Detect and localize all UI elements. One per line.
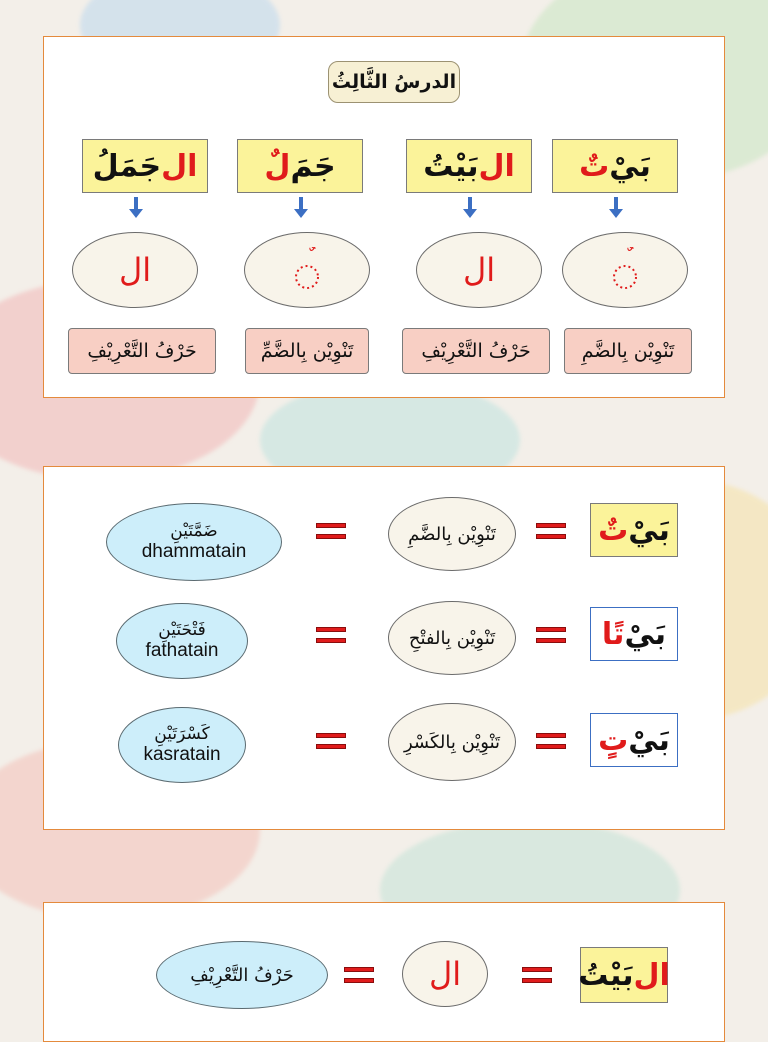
slide-lesson-three: [43, 36, 725, 398]
equals-sign-icon: [316, 733, 346, 749]
word-prefix: بَيْ: [624, 616, 667, 652]
word-box-bayt-tanwin: [552, 139, 678, 193]
down-arrow-icon: [614, 197, 618, 211]
equals-sign-icon: [344, 967, 374, 983]
word-highlight: ال: [478, 148, 515, 184]
tanwin-name-latin: kasratain: [143, 744, 221, 765]
word-prefix: بَيْ: [628, 722, 670, 758]
word-suffix: جَمَلُ: [92, 148, 162, 184]
tanwin-description-text: تَنْوِيْن بِالكَسْرِ: [403, 731, 501, 753]
label-definite-article: [402, 328, 550, 374]
word-suffix: بَيْتُ: [578, 957, 634, 993]
word-highlight: ال: [161, 148, 198, 184]
slide-definite-article: [43, 902, 725, 1042]
down-arrow-icon: [468, 197, 472, 211]
word-suffix: بَيْتُ: [423, 148, 479, 184]
tanwin-description-ellipse: [388, 601, 516, 675]
label-text: حَرْفُ التَّعْرِيْفِ: [87, 340, 197, 362]
definite-article-text: حَرْفُ التَّعْرِيْفِ: [190, 964, 294, 986]
lesson-title: [328, 61, 460, 103]
tanwin-name-ellipse: [116, 603, 248, 679]
word-box-aljamal: [82, 139, 208, 193]
tanwin-marker-ellipse: [244, 232, 370, 308]
equals-sign-icon: [522, 967, 552, 983]
slide-panel: [52, 475, 718, 821]
tanwin-description-ellipse: [388, 497, 516, 571]
tanwin-name-ellipse: [106, 503, 282, 581]
al-marker-ellipse: [72, 232, 198, 308]
word-prefix: بَيْ: [628, 512, 670, 548]
word-box-albayt: [406, 139, 532, 193]
svg-text:ٌ: [627, 247, 634, 252]
tanwin-name-arabic: كَسْرَتَيْنِ: [154, 724, 210, 744]
label-text: تَنْوِيْن بِالضَّمِّ: [260, 340, 354, 362]
equals-sign-icon: [316, 627, 346, 643]
equals-sign-icon: [316, 523, 346, 539]
tanwin-name-arabic: ضَمَّتَيْنِ: [170, 521, 218, 541]
dotted-circle-icon: [287, 247, 327, 293]
word-box-bayt-kasratain: [590, 713, 678, 767]
tanwin-name-latin: fathatain: [145, 640, 219, 661]
equals-sign-icon: [536, 733, 566, 749]
label-text: تَنْوِيْن بِالضَّمِ: [581, 340, 675, 362]
svg-text:ٌ: [309, 247, 316, 252]
word-box-bayt-fathatain: [590, 607, 678, 661]
word-highlight: تٌ: [598, 512, 629, 548]
down-arrow-icon: [134, 197, 138, 211]
label-definite-article: [68, 328, 216, 374]
word-box-albayt: [580, 947, 668, 1003]
label-tanwin-dammah: [564, 328, 692, 374]
lesson-title-text: الدرسُ الثَّالِثُ: [331, 71, 457, 93]
equals-sign-icon: [536, 523, 566, 539]
tanwin-name-ellipse: [118, 707, 246, 783]
word-prefix: جَمَ: [290, 148, 336, 184]
equals-sign-icon: [536, 627, 566, 643]
al-marker-ellipse: [416, 232, 542, 308]
word-prefix: بَيْ: [609, 148, 651, 184]
definite-article-ellipse: [156, 941, 328, 1009]
al-marker-text: ال: [428, 955, 462, 993]
down-arrow-icon: [299, 197, 303, 211]
tanwin-description-text: تَنْوِيْن بِالضَّمِ: [408, 523, 496, 545]
slide-panel: [56, 45, 712, 389]
tanwin-name-arabic: فَتْحَتَيْنِ: [158, 620, 206, 640]
al-marker-text: ال: [118, 251, 152, 289]
word-highlight: تًا: [601, 616, 625, 652]
slide-tanwin-types: [43, 466, 725, 830]
al-marker-text: ال: [462, 251, 496, 289]
word-box-bayt-dammatain: [590, 503, 678, 557]
label-tanwin-dammah: [245, 328, 369, 374]
al-marker-ellipse: [402, 941, 488, 1007]
tanwin-description-ellipse: [388, 703, 516, 781]
slide-panel: [52, 911, 718, 1035]
tanwin-marker-ellipse: [562, 232, 688, 308]
label-text: حَرْفُ التَّعْرِيْفِ: [421, 340, 531, 362]
word-highlight: لٌ: [264, 148, 291, 184]
dotted-circle-icon: [605, 247, 645, 293]
word-highlight: تٌ: [579, 148, 610, 184]
word-highlight: تٍ: [598, 722, 629, 758]
tanwin-name-latin: dhammatain: [141, 541, 247, 562]
word-box-jamal-tanwin: [237, 139, 363, 193]
word-highlight: ال: [633, 957, 670, 993]
tanwin-description-text: تَنْوِيْن بِالفتْحِ: [408, 627, 496, 649]
